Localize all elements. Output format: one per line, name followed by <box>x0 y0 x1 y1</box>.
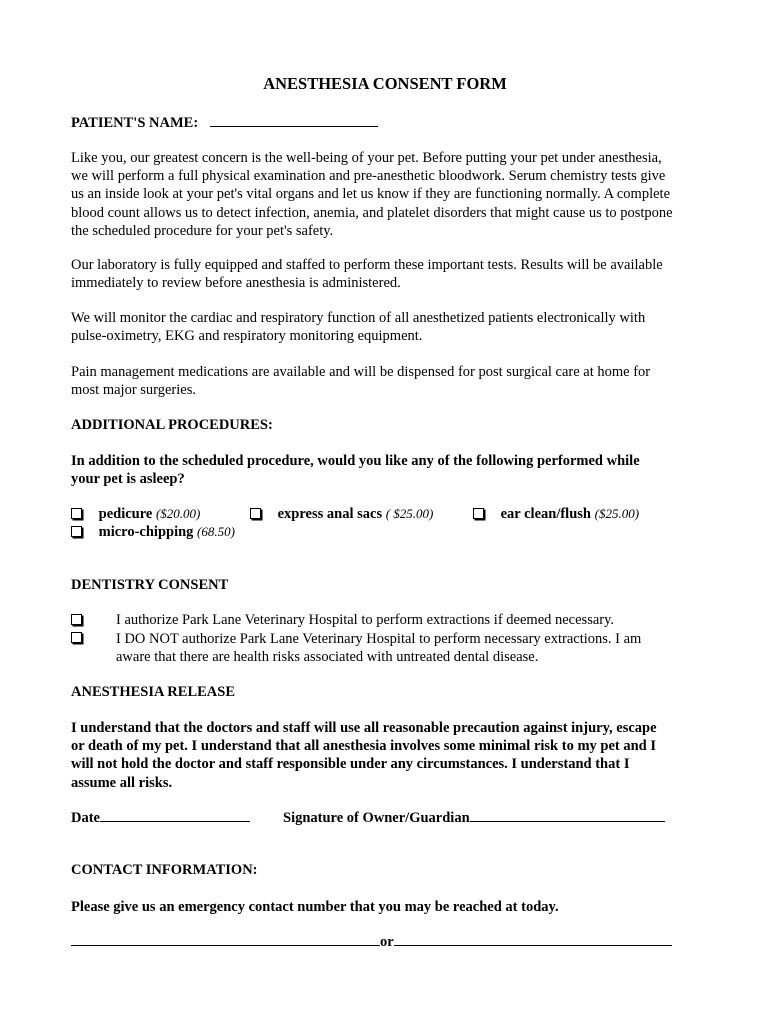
contact-prompt: Please give us an emergency contact number that you may be reached at today. <box>71 899 559 915</box>
text-line: we will perform a full physical examination and pre-anesthetic bloodwork. Serum chemistry tests give <box>71 168 666 185</box>
intro-paragraph <box>71 149 711 240</box>
patient-name-row <box>71 114 378 132</box>
patient-name-label: PATIENT'S NAME: <box>71 115 199 131</box>
text-line: blood count allows us to detect infection, anemia, and platelet disorders that might cause us to postpone <box>71 204 673 221</box>
dentistry-decline-label <box>116 630 641 666</box>
text-line: I DO NOT authorize Park Lane Veterinary Hospital to perform necessary extractions. I am <box>116 631 642 647</box>
signature-field[interactable] <box>470 809 665 822</box>
date-label: Date <box>71 810 100 826</box>
pain-management-paragraph <box>71 363 711 399</box>
contact-number-field-1[interactable] <box>71 933 380 946</box>
checkbox-icon[interactable] <box>473 508 484 519</box>
text-line: most major surgeries. <box>71 382 196 399</box>
option-pedicure[interactable] <box>71 506 200 523</box>
monitoring-paragraph <box>71 309 711 345</box>
patient-name-field[interactable] <box>210 114 378 127</box>
anesthesia-release-text <box>71 719 711 792</box>
text-line: assume all risks. <box>71 774 173 791</box>
checkbox-icon[interactable] <box>71 508 82 519</box>
option-price: ( $25.00) <box>385 506 434 521</box>
option-ear-clean[interactable] <box>473 506 639 523</box>
option-price: ($20.00) <box>155 506 201 521</box>
page-title: ANESTHESIA CONSENT FORM <box>263 74 507 93</box>
text-line: the scheduled procedure for your pet's safety. <box>71 222 334 239</box>
text-line: aware that there are health risks associated with untreated dental disease. <box>116 649 539 666</box>
option-label: ear clean/flush <box>500 506 591 522</box>
option-price: (68.50) <box>197 524 235 539</box>
option-price: ($25.00) <box>594 506 640 521</box>
text-line: pulse-oximetry, EKG and respiratory monitoring equipment. <box>71 328 423 345</box>
text-line: Our laboratory is fully equipped and staffed to perform these important tests. Results will be available <box>71 257 663 273</box>
text-line: I understand that the doctors and staff will use all reasonable precaution against injury, escape <box>71 720 657 736</box>
option-label: pedicure <box>98 506 153 522</box>
text-line: your pet is asleep? <box>71 471 185 488</box>
text-line: us an inside look at your pet's vital organs and let us know if they are functioning normally. A complete <box>71 186 671 203</box>
checkbox-icon[interactable] <box>250 508 261 519</box>
contact-heading: CONTACT INFORMATION: <box>71 862 258 878</box>
option-micro-chipping[interactable] <box>71 524 235 541</box>
contact-number-field-2[interactable] <box>394 933 672 946</box>
or-label: or <box>380 934 394 950</box>
option-label: express anal sacs <box>277 506 383 522</box>
dentistry-authorize-label: I authorize Park Lane Veterinary Hospital to perform extractions if deemed necessary. <box>116 612 615 628</box>
signature-label: Signature of Owner/Guardian <box>283 810 470 826</box>
anesthesia-release-heading: ANESTHESIA RELEASE <box>71 684 235 700</box>
text-line: or death of my pet. I understand that all anesthesia involves some minimal risk to my pet and I <box>71 738 656 755</box>
text-line: will not hold the doctor and staff responsible under any circumstances. I understand that I <box>71 756 630 773</box>
checkbox-icon[interactable] <box>71 526 82 537</box>
date-row <box>71 809 250 827</box>
additional-question <box>71 452 711 488</box>
checkbox-icon[interactable] <box>71 614 82 625</box>
text-line: immediately to review before anesthesia is administered. <box>71 275 401 292</box>
signature-row <box>283 809 665 827</box>
laboratory-paragraph <box>71 256 711 292</box>
text-line: Like you, our greatest concern is the well-being of your pet. Before putting your pet under anesthesia, <box>71 150 662 166</box>
option-express-anal-sacs[interactable] <box>250 506 433 523</box>
dentistry-heading: DENTISTRY CONSENT <box>71 577 229 593</box>
text-line: Pain management medications are available and will be dispensed for post surgical care at home for <box>71 364 651 380</box>
checkbox-icon[interactable] <box>71 632 82 643</box>
dentistry-option-authorize[interactable] <box>71 612 83 629</box>
date-field[interactable] <box>100 809 250 822</box>
contact-number-row <box>71 933 672 951</box>
dentistry-option-decline[interactable] <box>71 630 83 647</box>
additional-procedures-heading: ADDITIONAL PROCEDURES: <box>71 417 273 433</box>
text-line: In addition to the scheduled procedure, would you like any of the following performed while <box>71 453 640 469</box>
option-label: micro-chipping <box>98 524 194 540</box>
text-line: We will monitor the cardiac and respiratory function of all anesthetized patients electronically with <box>71 310 646 326</box>
